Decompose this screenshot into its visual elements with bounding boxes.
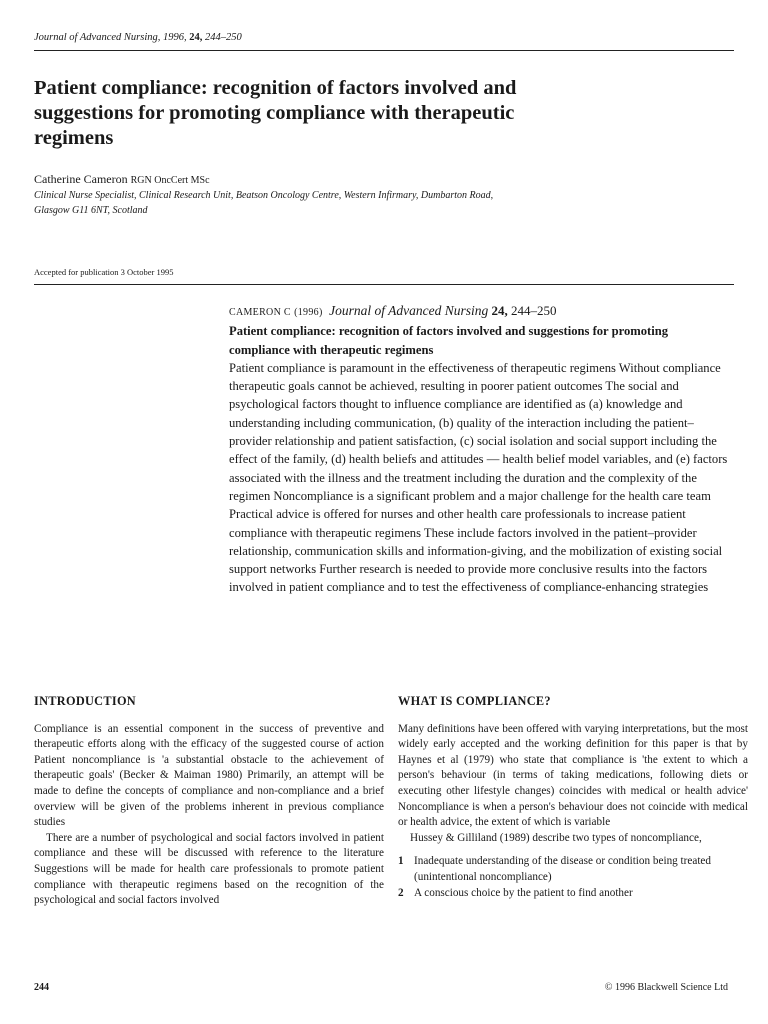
list-item [398,886,748,902]
cite-volume: 24, [491,303,508,318]
abstract-title: Patient compliance: recognition of factors involved and suggestions for promoting compliance with therapeutic regimens [229,324,669,357]
compliance-paragraph: Hussey & Gilliland (1989) describe two types of noncompliance, [410,831,702,844]
noncompliance-list [398,854,748,901]
cite-year: (1996) [294,307,323,318]
list-item-text: A conscious choice by the patient to find another [414,886,633,899]
list-item-text: Inadequate understanding of the disease or condition being treated (unintentional noncompliance) [414,855,711,883]
journal-volume: 24, [189,32,203,43]
abstract-rule [34,284,734,285]
cite-pages: 244–250 [510,303,557,318]
what-is-compliance-section [398,694,748,901]
journal-name: Journal of Advanced Nursing [34,32,158,43]
introduction-heading: INTRODUCTION [34,694,136,708]
author-affiliation: Clinical Nurse Specialist, Clinical Research Unit, Beatson Oncology Centre, Western Infirmary, Dumbarton Road, Glasgow G11 6NT, Scotland [34,190,494,216]
journal-header: Journal of Advanced Nursing, 1996, 24, 244–250 [34,32,242,43]
list-item-number: 1 [398,855,404,868]
cite-journal: Journal of Advanced Nursing [329,303,489,318]
journal-pages: 244–250 [205,32,242,43]
abstract-body: Patient compliance is paramount in the effectiveness of therapeutic regimens Without compliance therapeutic goals cannot be achieved, resulting in poorer patient outcomes The social and psychological factors thought to influence compliance are identified as (a) knowledge and understanding including communication, (b) quality of the interaction including the patient–provider relationship and patient satisfaction, (c) social isolation and social support including the effect of the family, (d) health beliefs and attitudes — health belief model variables, and (e) factors associated with the illness and the treatment including the duration and the complexity of the regimen Noncompliance is a significant problem and a major challenge for the health care team Practical advice is offered for nurses and other health care professionals to increase patient compliance with therapeutic regimens These include factors involved in the patient–provider relationship, communication skills and information-giving, and the mobilization of existing social support networks Further research is needed to provide more conclusive results into the factors involved in patient compliance and to test the effectiveness of compliance-enhancing strategies [229,360,728,595]
author-credentials: RGN OncCert MSc [130,175,210,186]
article-title: Patient compliance: recognition of factors involved and suggestions for promoting compliance with therapeutic regimens [34,77,517,149]
what-is-compliance-heading: WHAT IS COMPLIANCE? [398,694,551,708]
list-item [398,854,748,885]
introduction-section [34,694,384,909]
accepted-date: Accepted for publication 3 October 1995 [34,267,174,277]
page-number: 244 [34,982,49,993]
author-name: Catherine Cameron [34,172,128,186]
abstract [229,302,729,597]
list-item-number: 2 [398,886,404,899]
copyright: © 1996 Blackwell Science Ltd [604,982,728,993]
compliance-paragraph: Many definitions have been offered with varying interpretations, but the most widely early accepted and the working definition for this paper is that by Haynes et al (1979) who state that compliance is 'the extent to which a person's behaviour (in terms of taking medications, following diets or executing other lifestyle changes) coincides with medical or health advice' Noncompliance is when a person's behaviour does not coincide with medical or health advice, the extent of which is variable [398,722,748,829]
header-rule [34,50,734,51]
cite-author: CAMERON C [229,307,291,318]
author [34,172,210,187]
introduction-paragraph: Compliance is an essential component in the success of preventive and therapeutic efforts along with the efficacy of the suggested course of action Patient noncompliance is 'a substantial obstacle to the achievement of therapeutic goals' (Becker & Maiman 1980) Primarily, an attempt will be made to define the concepts of compliance and non-compliance and a brief overview will be given of the problems inherent in previous compliance studies [34,722,384,829]
abstract-citation [229,302,729,322]
journal-year: 1996, [163,32,187,43]
introduction-paragraph: There are a number of psychological and social factors involved in patient compliance and these will be discussed with reference to the literature Suggestions will be made for health care professionals to promote patient compliance with therapeutic regimens based on the recognition of the psychological and social factors involved [34,831,384,907]
